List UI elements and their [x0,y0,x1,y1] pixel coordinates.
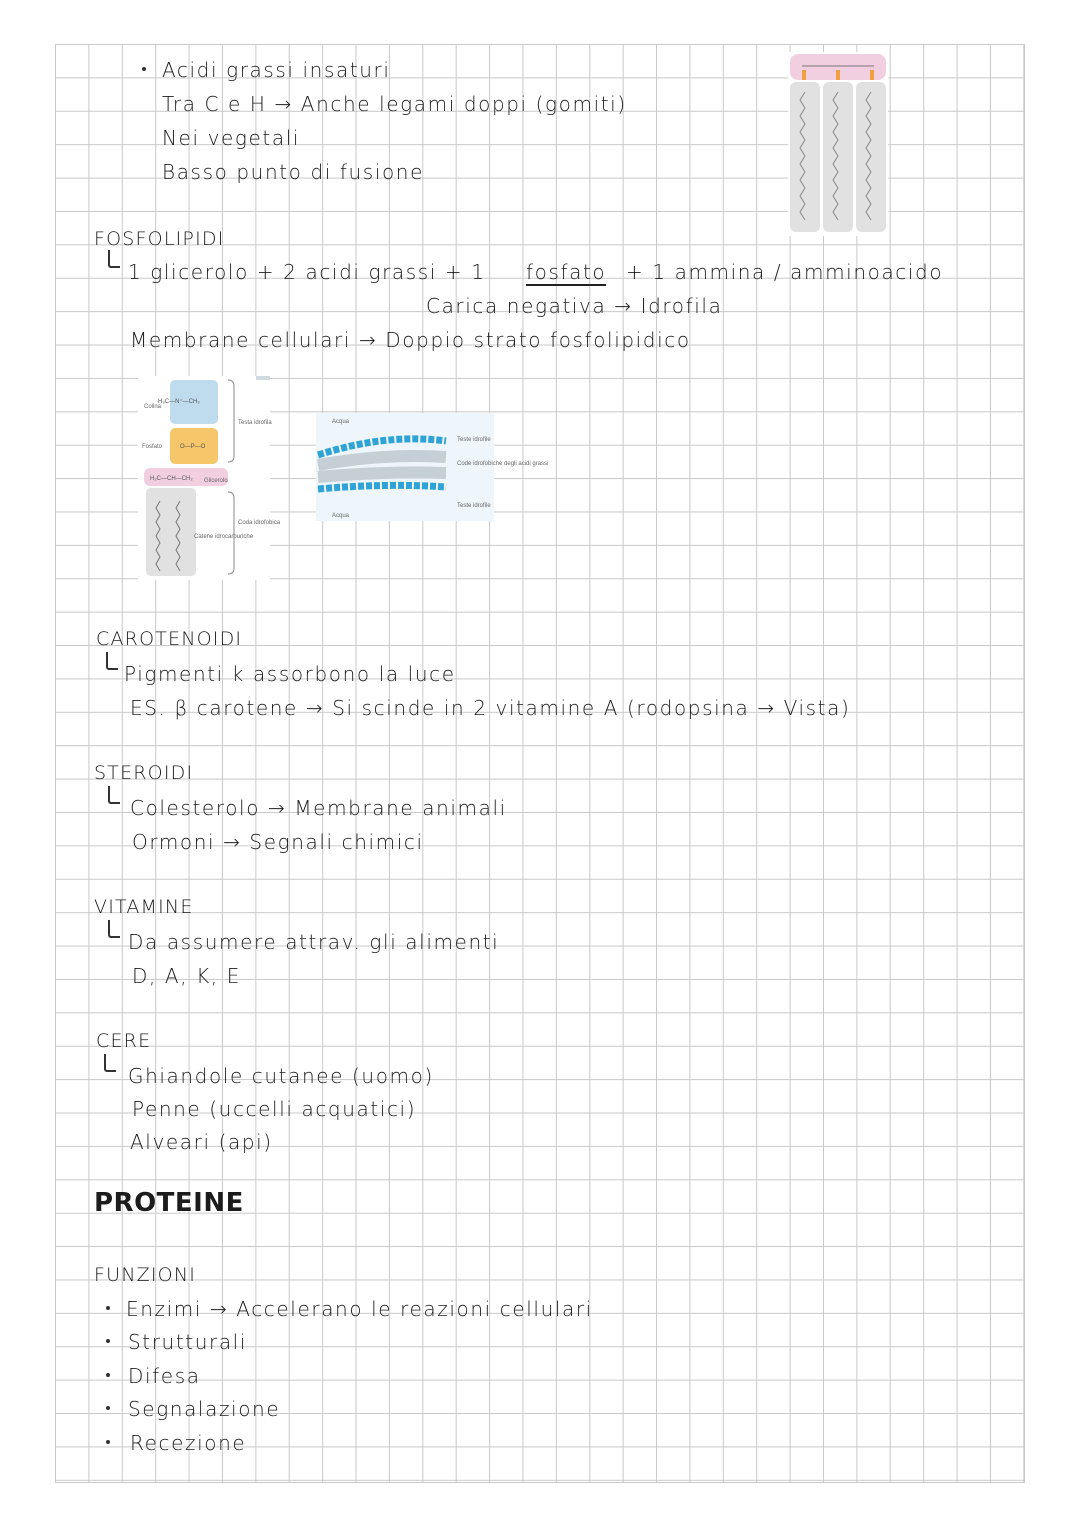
hook-mark [108,786,120,804]
bullet [106,1306,110,1310]
bullet [106,1373,110,1377]
carotenoidi-line-1: Pigmenti k assorbono la luce [124,662,456,686]
funzioni-item: Difesa [128,1364,201,1388]
cere-line-2: Penne (uccelli acquatici) [132,1097,417,1121]
svg-text:H₃C—N⁺—CH₃: H₃C—N⁺—CH₃ [158,399,200,405]
proteine-title: PROTEINE [94,1188,244,1218]
label-teste-bottom: Teste idrofile [457,503,491,509]
bullet [106,1406,110,1410]
lipid-bilayer [316,413,549,521]
label-fosfato: Fosfato [142,444,163,450]
triglyceride-structure [788,52,888,236]
vitamine-line-2: D, A, K, E [132,964,241,988]
cere-line-3: Alveari (api) [130,1130,273,1154]
label-teste-top: Teste idrofile [457,437,491,443]
hook-mark [108,250,120,268]
steroidi-line-1: Colesterolo → Membrane animali [130,796,507,820]
vitamine-heading: VITAMINE [94,896,194,918]
hook-mark [104,1054,116,1072]
bullet [106,1440,110,1444]
label-acqua-top: Acqua [332,419,350,425]
funzioni-heading: FUNZIONI [94,1264,197,1286]
label-glicerolo: Glicerolo [204,478,228,484]
label-catene: Catene idrocarburiche [194,534,254,540]
fosfolipidi-formula-b: + 1 ammina / amminoacido [626,260,944,284]
unsaturated-line-3: Basso punto di fusione [162,160,424,184]
cere-line-1: Ghiandole cutanee (uomo) [128,1064,434,1088]
cere-heading: CERE [96,1030,152,1052]
unsaturated-title: Acidi grassi insaturi [162,58,391,82]
hook-mark [108,920,120,938]
fosfolipidi-formula-a: 1 glicerolo + 2 acidi grassi + 1 [128,260,486,284]
label-testa: Testa idrofila [238,420,272,426]
funzioni-item: Segnalazione [128,1397,281,1421]
fosfolipidi-charge-note: Carica negativa → Idrofila [426,294,723,318]
carotenoidi-line-2: ES. β carotene → Si scinde in 2 vitamine A (rodopsina → Vista) [130,696,851,720]
label-acqua-bottom: Acqua [332,513,350,519]
svg-text:O—P—O: O—P—O [180,444,206,450]
svg-text:H₂C—CH—CH₂: H₂C—CH—CH₂ [150,476,193,482]
funzioni-item: Enzimi → Accelerano le reazioni cellulari [126,1297,593,1321]
unsaturated-line-2: Nei vegetali [162,126,301,150]
label-colina: Colina [144,404,162,410]
unsaturated-line-1: Tra C e H → Anche legami doppi (gomiti) [162,92,627,116]
fosfolipidi-formula-phosphate: fosfato [526,260,607,284]
bullet [142,67,146,71]
steroidi-line-2: Ormoni → Segnali chimici [132,830,424,854]
label-code: Code idrofobiche degli acidi grassi [457,461,549,467]
bilayer-figure [316,413,549,521]
label-coda: Coda idrofobica [238,520,281,526]
triglyceride-figure [788,52,888,236]
bullet [106,1339,110,1343]
steroidi-heading: STEROIDI [94,762,194,784]
vitamine-line-1: Da assumere attrav. gli alimenti [128,930,500,954]
carotenoidi-heading: CAROTENOIDI [96,628,243,650]
hook-mark [106,652,118,670]
funzioni-item: Strutturali [128,1330,247,1354]
phospholipid-figure [138,376,281,580]
fosfolipidi-heading: FOSFOLIPIDI [94,228,225,250]
funzioni-item: Recezione [130,1431,247,1455]
fosfolipidi-membrane: Membrane cellulari → Doppio strato fosfolipidico [130,328,691,352]
phospholipid-structure [138,376,281,580]
